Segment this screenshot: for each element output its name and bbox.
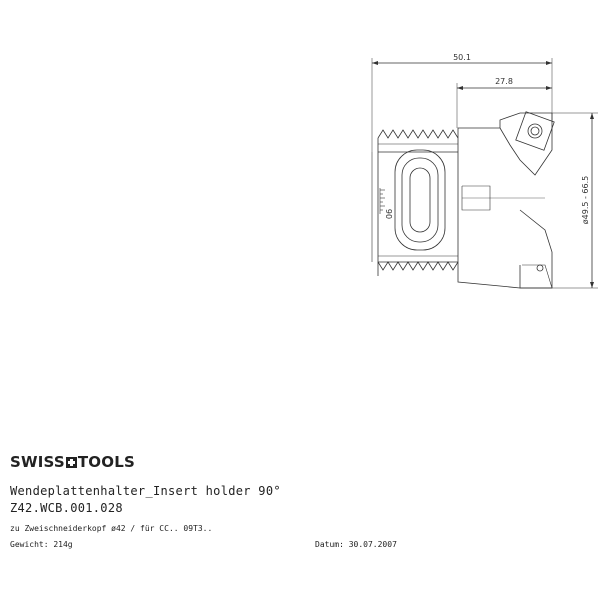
slot-outer [395, 150, 445, 250]
dim-overall-length: 50.1 [453, 53, 471, 62]
scale-label: 90 [384, 208, 393, 220]
neck-top [458, 113, 552, 152]
top-serration [378, 130, 458, 138]
part-number: Z42.WCB.001.028 [10, 501, 123, 515]
logo-text-left: SWISS [10, 453, 65, 471]
bottom-serration [378, 262, 458, 270]
dim-diameter-range: ø49.5 - 66.5 [581, 175, 590, 225]
top-insert-screw [528, 124, 542, 138]
slot-inner [410, 168, 430, 232]
date-label: Datum: 30.07.2007 [315, 540, 397, 549]
lower-insert-screw [537, 265, 543, 271]
slot-middle [402, 158, 438, 242]
top-insert [516, 112, 554, 150]
logo-text-right: TOOLS [77, 453, 135, 471]
weight-label: Gewicht: 214g [10, 540, 73, 549]
lower-cutter [520, 210, 552, 288]
drawing-note: zu Zweischneiderkopf ø42 / für CC.. 09T3.. [10, 524, 213, 533]
swiss-cross-icon [66, 457, 77, 468]
drawing-title: Wendeplattenhalter_Insert holder 90° [10, 484, 281, 498]
swiss-tools-logo [10, 453, 135, 471]
dim-partial-length: 27.8 [495, 77, 513, 86]
